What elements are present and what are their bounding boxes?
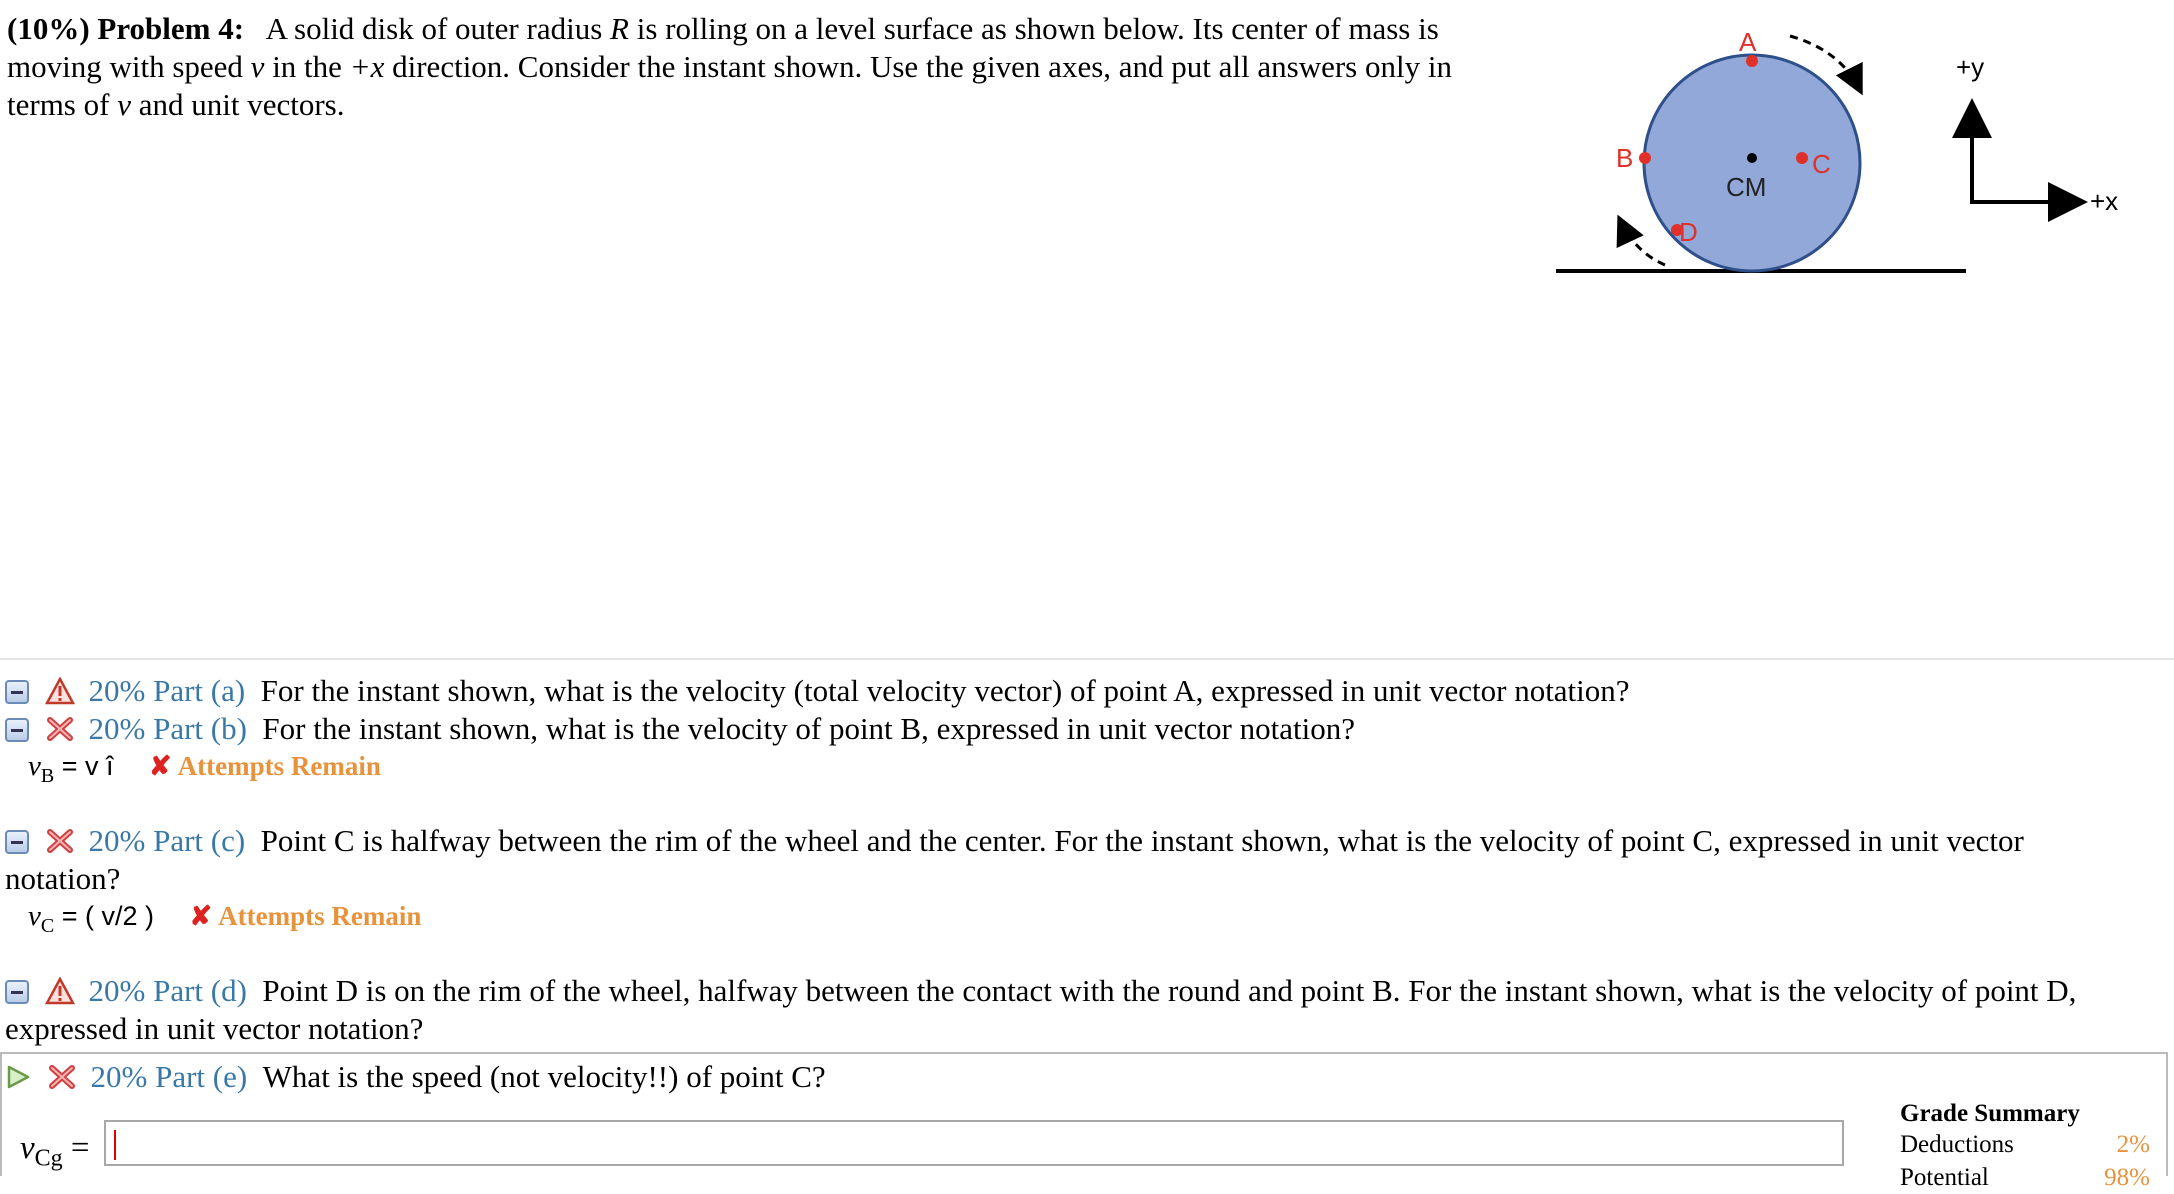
part-c-answer-lhs <box>28 900 55 937</box>
minimize-icon[interactable] <box>5 680 29 704</box>
part-b-question: For the instant shown, what is the velocity of point B, expressed in unit vector notation? <box>262 711 1355 746</box>
part-c-answer <box>28 900 421 942</box>
problem-text-5: and unit vectors. <box>138 87 345 122</box>
play-arrow-icon[interactable] <box>5 1064 31 1090</box>
part-b-attempts <box>149 751 381 781</box>
potential-label: Potential <box>1900 1164 1989 1191</box>
var-R: R <box>610 11 629 46</box>
part-c-answer-value: = ( v/2 ) <box>54 901 154 931</box>
cm-dot <box>1747 153 1757 163</box>
part-b-answer-lhs <box>28 750 55 787</box>
part-c-row <box>5 822 2145 898</box>
minimize-icon[interactable] <box>5 830 29 854</box>
part-c-head[interactable]: 20% Part (c) <box>88 823 246 858</box>
problem-label: (10%) Problem 4: <box>7 11 245 46</box>
grade-summary <box>1900 1100 2150 1194</box>
part-c-answer-sub: C <box>40 914 55 937</box>
answer-label <box>20 1130 90 1173</box>
part-b-row <box>5 710 1355 748</box>
part-c-answer-var: v <box>28 900 41 932</box>
part-d-row <box>5 972 2145 1048</box>
part-b-answer-sub: B <box>40 764 55 787</box>
section-divider <box>0 658 2174 660</box>
point-B-dot <box>1639 152 1651 164</box>
var-v2: v <box>117 87 131 122</box>
problem-text-4: direction. Consider the instant shown. Use the given axes, and put all answers only in terms of <box>7 49 1452 122</box>
grade-potential-row <box>1900 1161 2150 1194</box>
x-mark-icon: ✘ <box>149 751 172 781</box>
axis-x-label: +x <box>2090 186 2119 216</box>
part-d-head[interactable]: 20% Part (d) <box>88 973 247 1008</box>
problem-statement <box>7 10 1527 124</box>
answer-label-equals: = <box>62 1130 90 1166</box>
part-b-answer <box>28 750 381 792</box>
part-d-question: Point D is on the rim of the wheel, halfway between the contact with the round and point B. For the instant shown, what is the velocity of point D, expressed in unit vector notation? <box>5 973 2077 1046</box>
part-a-question: For the instant shown, what is the velocity (total velocity vector) of point A, expressed in unit vector notation? <box>260 673 1630 708</box>
x-mark-icon: ✘ <box>189 901 213 931</box>
rolling-disk-diagram <box>1540 20 2140 290</box>
part-e-question: What is the speed (not velocity!!) of point C? <box>262 1059 826 1094</box>
part-e-head[interactable]: 20% Part (e) <box>90 1059 248 1094</box>
part-e-row <box>5 1058 826 1096</box>
part-b-attempts-text: Attempts Remain <box>177 751 381 781</box>
problem-text-2: is rolling on a level surface as shown below. Its center of mass is moving with speed <box>7 11 1439 84</box>
part-a-head[interactable]: 20% Part (a) <box>88 673 246 708</box>
part-b-head[interactable]: 20% Part (b) <box>88 711 247 746</box>
red-x-icon <box>45 827 75 855</box>
point-D-label: D <box>1679 217 1698 247</box>
minimize-icon[interactable] <box>5 718 29 742</box>
grade-deductions-row <box>1900 1128 2150 1161</box>
part-b-answer-var: v <box>28 750 41 782</box>
point-C-label: C <box>1812 149 1831 179</box>
cm-label: CM <box>1726 172 1767 202</box>
part-c-attempts <box>190 901 422 931</box>
grade-summary-title: Grade Summary <box>1900 1100 2080 1127</box>
answer-label-sub: Cg <box>34 1145 63 1172</box>
point-C-dot <box>1796 152 1808 164</box>
rotation-arrow-bottom-icon <box>1620 220 1665 265</box>
part-b-answer-value: = v î <box>54 751 114 781</box>
problem-text-1: A solid disk of outer radius <box>265 11 603 46</box>
axis-y-label: +y <box>1956 52 1985 82</box>
red-x-icon <box>47 1063 77 1091</box>
part-c-question: Point C is halfway between the rim of the wheel and the center. For the instant shown, what is the velocity of point C, expressed in unit vector notation? <box>5 823 2024 896</box>
text-caret <box>114 1130 116 1160</box>
point-A-label: A <box>1739 27 1757 57</box>
problem-text-3: in the <box>272 49 342 84</box>
red-x-icon <box>45 715 75 743</box>
answer-input[interactable] <box>104 1120 1844 1166</box>
deductions-value: 2% <box>2116 1131 2150 1158</box>
deductions-label: Deductions <box>1900 1131 2014 1158</box>
var-v: v <box>250 49 265 84</box>
warning-triangle-icon <box>45 977 75 1005</box>
potential-value: 98% <box>2104 1164 2150 1191</box>
warning-triangle-icon <box>45 677 75 705</box>
minimize-icon[interactable] <box>5 980 29 1004</box>
answer-label-var: v <box>20 1130 35 1166</box>
point-B-label: B <box>1616 143 1634 173</box>
var-x: +x <box>349 49 385 84</box>
part-c-attempts-text: Attempts Remain <box>218 901 422 931</box>
part-a-row <box>5 672 1630 710</box>
